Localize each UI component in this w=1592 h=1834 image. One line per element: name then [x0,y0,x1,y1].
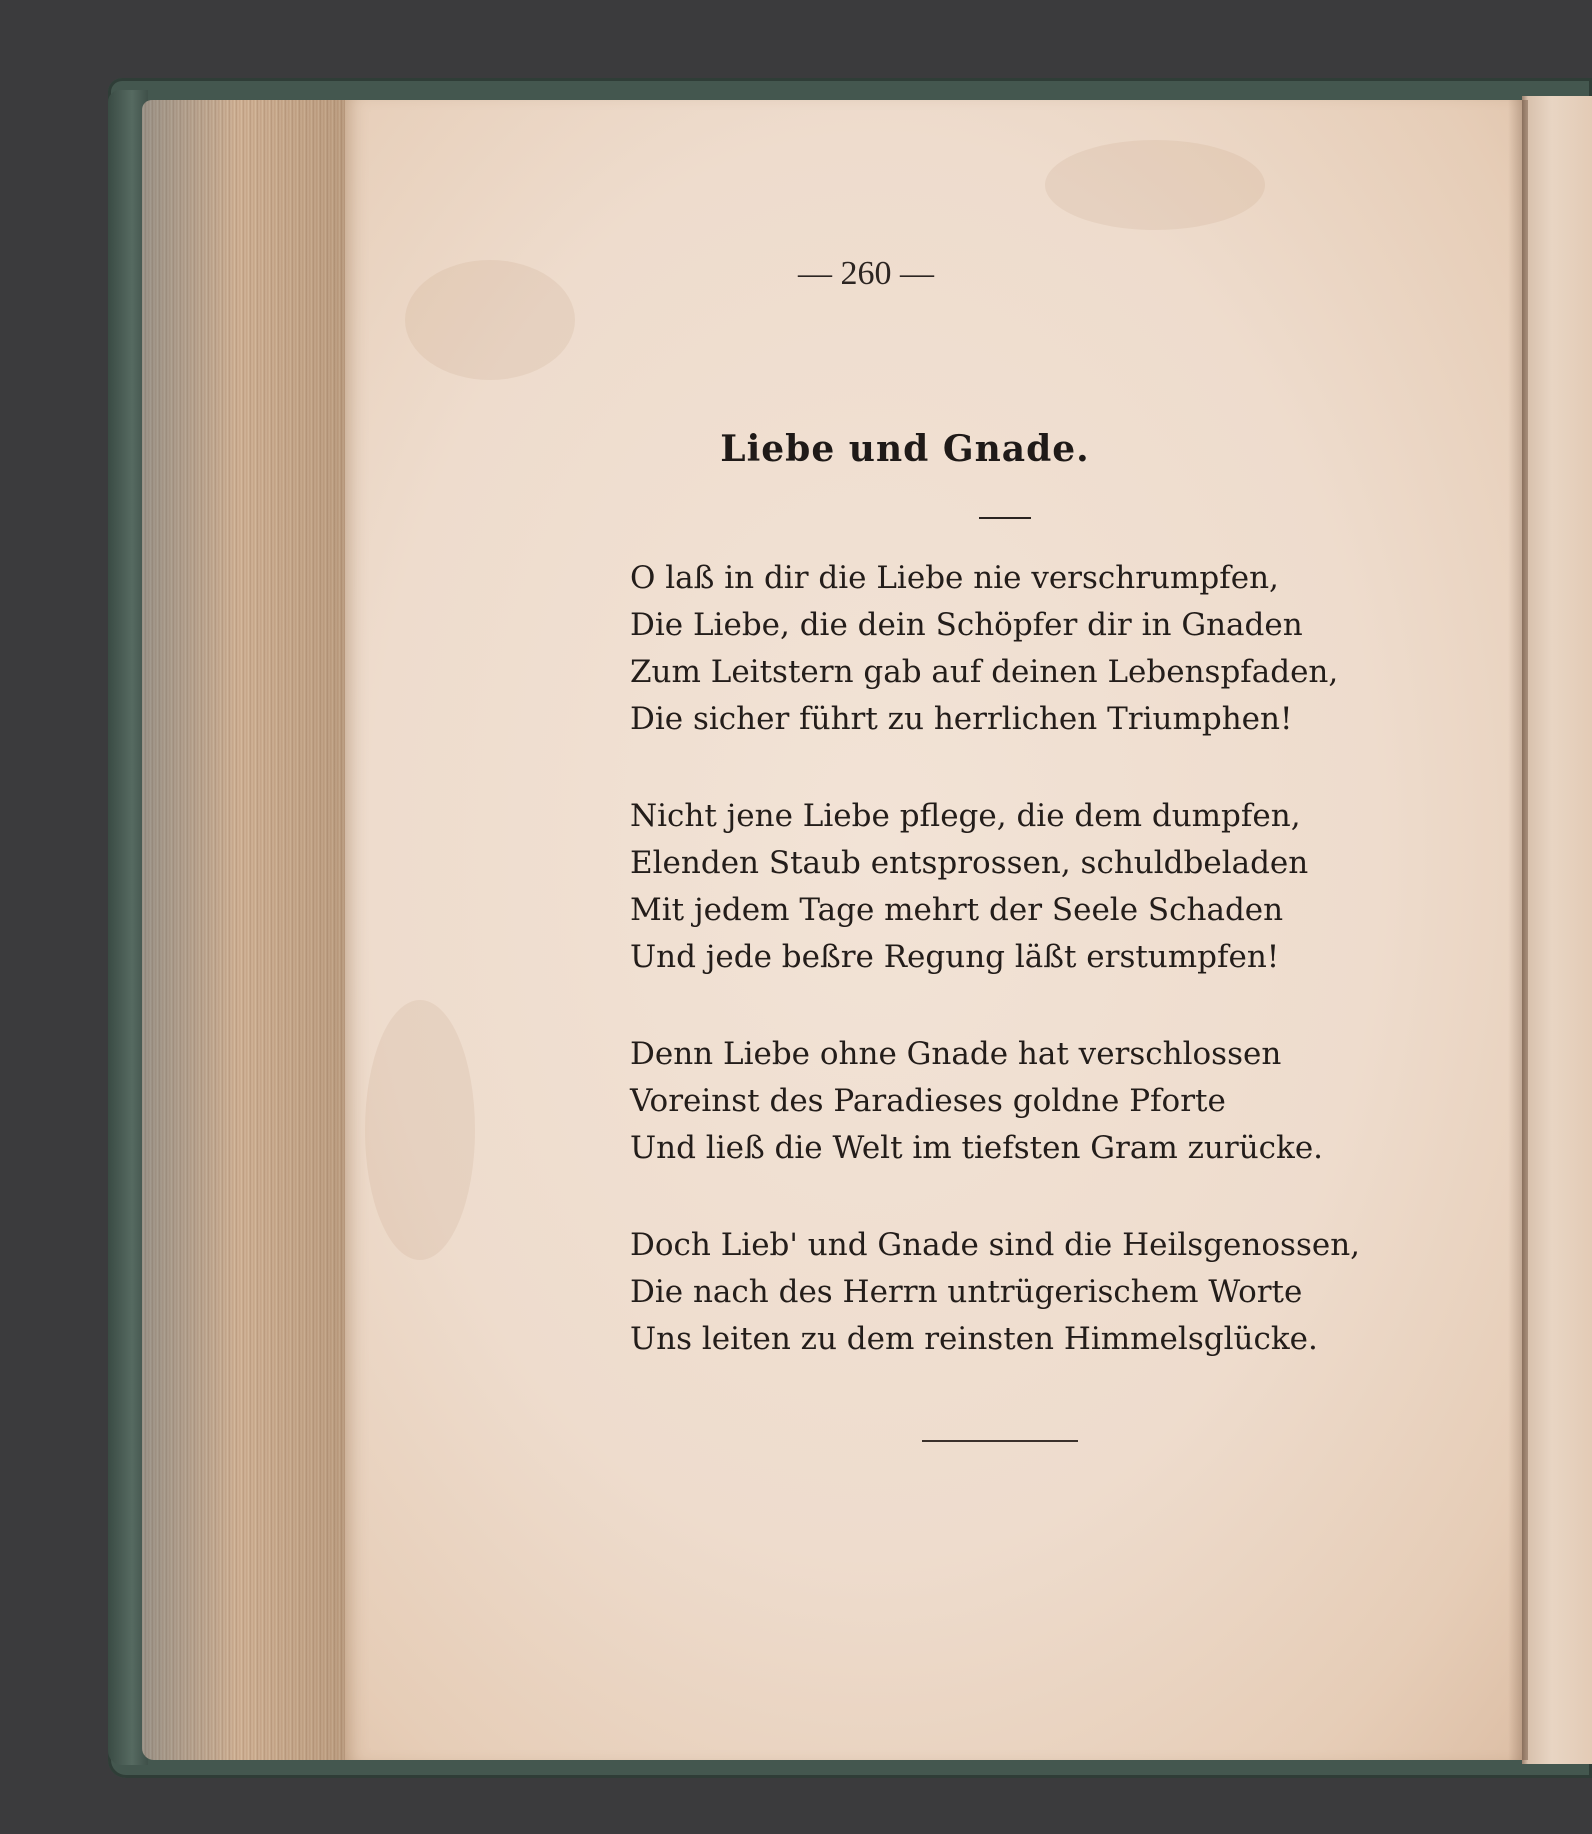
poem-line: Zum Leitstern gab auf deinen Lebenspfaden, [630,654,1339,690]
poem-line: Die Liebe, die dein Schöpfer dir in Gnaden [630,607,1303,643]
poem-line: Voreinst des Paradieses goldne Pforte [630,1083,1226,1119]
poem-line: Mit jedem Tage mehrt der Seele Schaden [630,892,1284,928]
foxing-stain [1045,140,1265,230]
page-edges [142,100,357,1760]
stanza-1 [630,555,1350,743]
page-number: — 260 — [798,255,934,292]
poem-line: Denn Liebe ohne Gnade hat verschlossen [630,1036,1282,1072]
poem-line: Die nach des Herrn untrügerischem Worte [630,1274,1303,1310]
stanza-4 [630,1222,1361,1363]
poem-line: Uns leiten zu dem reinsten Himmelsglücke. [630,1321,1318,1357]
poem-body [630,555,1361,1413]
stanza-3 [630,1031,1350,1172]
end-divider [922,1440,1078,1442]
poem-line: Und ließ die Welt im tiefsten Gram zurücke. [630,1130,1324,1166]
poem-line: Elenden Staub entsprossen, schuldbeladen [630,845,1309,881]
foxing-stain [365,1000,475,1260]
stanza-2 [630,793,1350,981]
poem-title: Liebe und Gnade. [720,428,1090,470]
poem-line: Nicht jene Liebe pflege, die dem dumpfen, [630,798,1301,834]
facing-page-edge [1522,96,1592,1764]
poem-line: Die sicher führt zu herrlichen Triumphen! [630,701,1293,737]
page-gutter [1508,100,1528,1760]
poem-line: O laß in dir die Liebe nie verschrumpfen, [630,560,1279,596]
poem-line: Und jede beßre Regung läßt erstumpfen! [630,939,1280,975]
poem-line: Doch Lieb' und Gnade sind die Heilsgenossen, [630,1227,1361,1263]
title-divider [979,517,1031,519]
